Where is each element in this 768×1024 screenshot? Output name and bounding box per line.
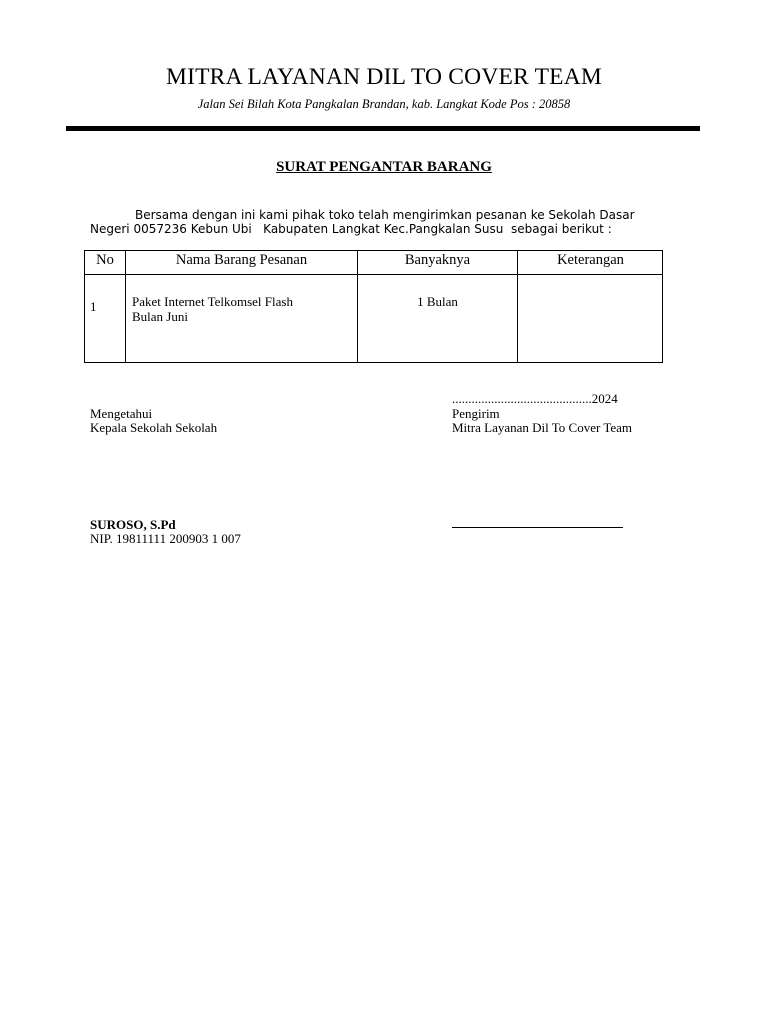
- row-item-name-line-1: Paket Internet Telkomsel Flash: [132, 294, 293, 309]
- header-item-name: Nama Barang Pesanan: [175, 252, 308, 268]
- sender-label: Pengirim: [452, 406, 500, 421]
- header-no: No: [96, 252, 114, 268]
- sender-signature-line: [452, 527, 623, 528]
- row-quantity: 1 Bulan: [417, 294, 458, 309]
- document-title: SURAT PENGANTAR BARANG: [276, 159, 492, 175]
- principal-nip: NIP. 19811111 200903 1 007: [90, 531, 241, 546]
- company-name: MITRA LAYANAN DIL TO COVER TEAM: [166, 64, 602, 90]
- header-note: Keterangan: [557, 252, 624, 268]
- principal-name: SUROSO, S.Pd: [90, 517, 176, 532]
- header-quantity: Banyaknya: [404, 252, 471, 268]
- items-table: [84, 250, 663, 363]
- date-line: ...........................................2024: [452, 391, 618, 406]
- row-no: 1: [90, 299, 97, 314]
- header-divider: [66, 126, 700, 131]
- table-header-divider: [85, 274, 662, 275]
- acknowledged-label: Mengetahui: [90, 406, 153, 421]
- principal-role: Kepala Sekolah Sekolah: [90, 420, 218, 435]
- company-address: Jalan Sei Bilah Kota Pangkalan Brandan, kab. Langkat Kode Pos : 20858: [197, 97, 571, 111]
- intro-text-line-1: Bersama dengan ini kami pihak toko telah mengirimkan pesanan ke Sekolah Dasar: [135, 208, 635, 222]
- intro-text-line-2: Negeri 0057236 Kebun Ubi Kabupaten Langkat Kec.Pangkalan Susu sebagai berikut :: [90, 222, 612, 236]
- sender-role: Mitra Layanan Dil To Cover Team: [452, 420, 633, 435]
- row-item-name-line-2: Bulan Juni: [132, 309, 188, 324]
